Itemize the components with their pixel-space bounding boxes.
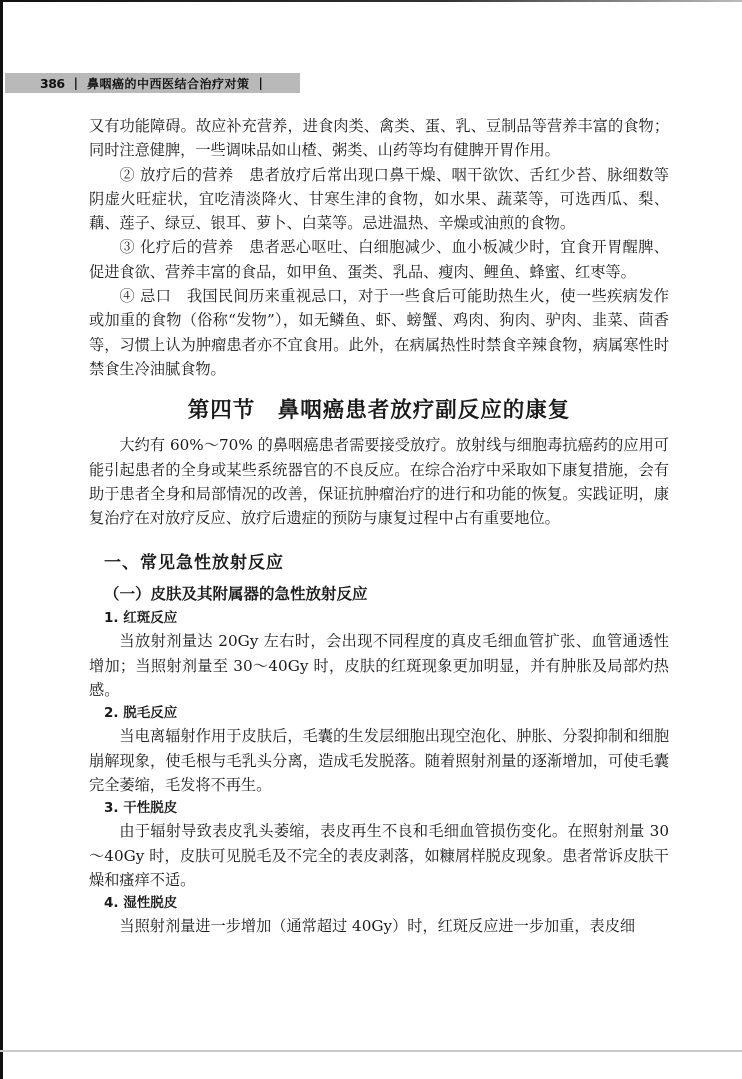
paragraph: 当放射剂量达 20Gy 左右时，会出现不同程度的真皮毛细血管扩张、血管通透性增加；当照射剂量至 30～40Gy 时，皮肤的红斑现象更加明显，并有肿胀及局部灼热感。: [89, 632, 669, 700]
paragraph: 当照射剂量进一步增加（通常超过 40Gy）时，红斑反应进一步加重，表皮细: [119, 917, 636, 936]
paragraph: ③ 化疗后的营养 患者恶心呕吐、白细胞减少、血小板减少时，宜食开胃醒脾、促进食欲、营养丰富的食品，如甲鱼、蛋类、乳品、瘦肉、鲤鱼、蜂蜜、红枣等。: [89, 238, 669, 281]
book-title: 鼻咽癌的中西医结合治疗对策: [86, 76, 250, 91]
heading-level-2: （一）皮肤及其附属器的急性放射反应: [104, 585, 368, 604]
running-header: [5, 73, 300, 93]
page-bottom-rule: [0, 1050, 742, 1052]
heading-level-3: 2. 脱毛反应: [104, 705, 178, 722]
page-border-left: [0, 0, 3, 1079]
paragraph: 当电离辐射作用于皮肤后，毛囊的生发层细胞出现空泡化、肿胀、分裂抑制和细胞崩解现象，使毛根与毛乳头分离，造成毛发脱落。随着照射剂量的逐渐增加，可使毛囊完全萎缩，毛发将不再生。: [89, 727, 669, 794]
page-border-top: [0, 0, 742, 2]
header-trailing-separator: |: [258, 76, 263, 90]
section-title: 第四节 鼻咽癌患者放疗副反应的康复: [187, 398, 571, 424]
page-number: 386: [40, 75, 65, 91]
heading-level-3: 3. 干性脱皮: [104, 800, 178, 817]
paragraph: ② 放疗后的营养 患者放疗后常出现口鼻干燥、咽干欲饮、舌红少苔、脉细数等阴虚火旺症状，宜吃清淡降火、甘寒生津的食物，如水果、蔬菜等，可选西瓜、梨、藕、莲子、绿豆、银耳、萝卜、白菜等。忌进温热、辛燥或油煎的食物。: [89, 165, 669, 233]
heading-level-1: 一、常见急性放射反应: [104, 553, 284, 574]
paragraph: 由于辐射导致表皮乳头萎缩，表皮再生不良和毛细血管损伤变化。在照射剂量 30～40Gy 时，皮肤可见脱毛及不完全的表皮剥落，如糠屑样脱皮现象。患者常诉皮肤干燥和瘙痒不适。: [89, 822, 669, 889]
page-body: [89, 114, 669, 938]
paragraph: ④ 忌口 我国民间历来重视忌口，对于一些食后可能助热生火，使一些疾病发作或加重的食物（俗称“发物”），如无鳞鱼、虾、螃蟹、鸡肉、狗肉、驴肉、韭菜、茴香等，习惯上认为肿瘤患者亦不宜食用。此外，在病属热性时禁食辛辣食物，病属寒性时禁食生冷油腻食物。: [89, 287, 669, 378]
header-separator: |: [73, 76, 78, 90]
heading-level-3: 1. 红斑反应: [104, 610, 178, 627]
heading-level-3: 4. 湿性脱皮: [104, 895, 178, 912]
paragraph: 又有功能障碍。故应补充营养，进食肉类、禽类、蛋、乳、豆制品等营养丰富的食物；同时注意健脾，一些调味品如山楂、粥类、山药等均有健脾开胃作用。: [89, 117, 669, 160]
paragraph: 大约有 60%～70% 的鼻咽癌患者需要接受放疗。放射线与细胞毒抗癌药的应用可能引起患者的全身或某些系统器官的不良反应。在综合治疗中采取如下康复措施，会有助于患者全身和局部情况的改善，保证抗肿瘤治疗的进行和功能的恢复。实践证明，康复治疗在对放疗反应、放疗后遗症的预防与康复过程中占有重要地位。: [89, 436, 669, 528]
